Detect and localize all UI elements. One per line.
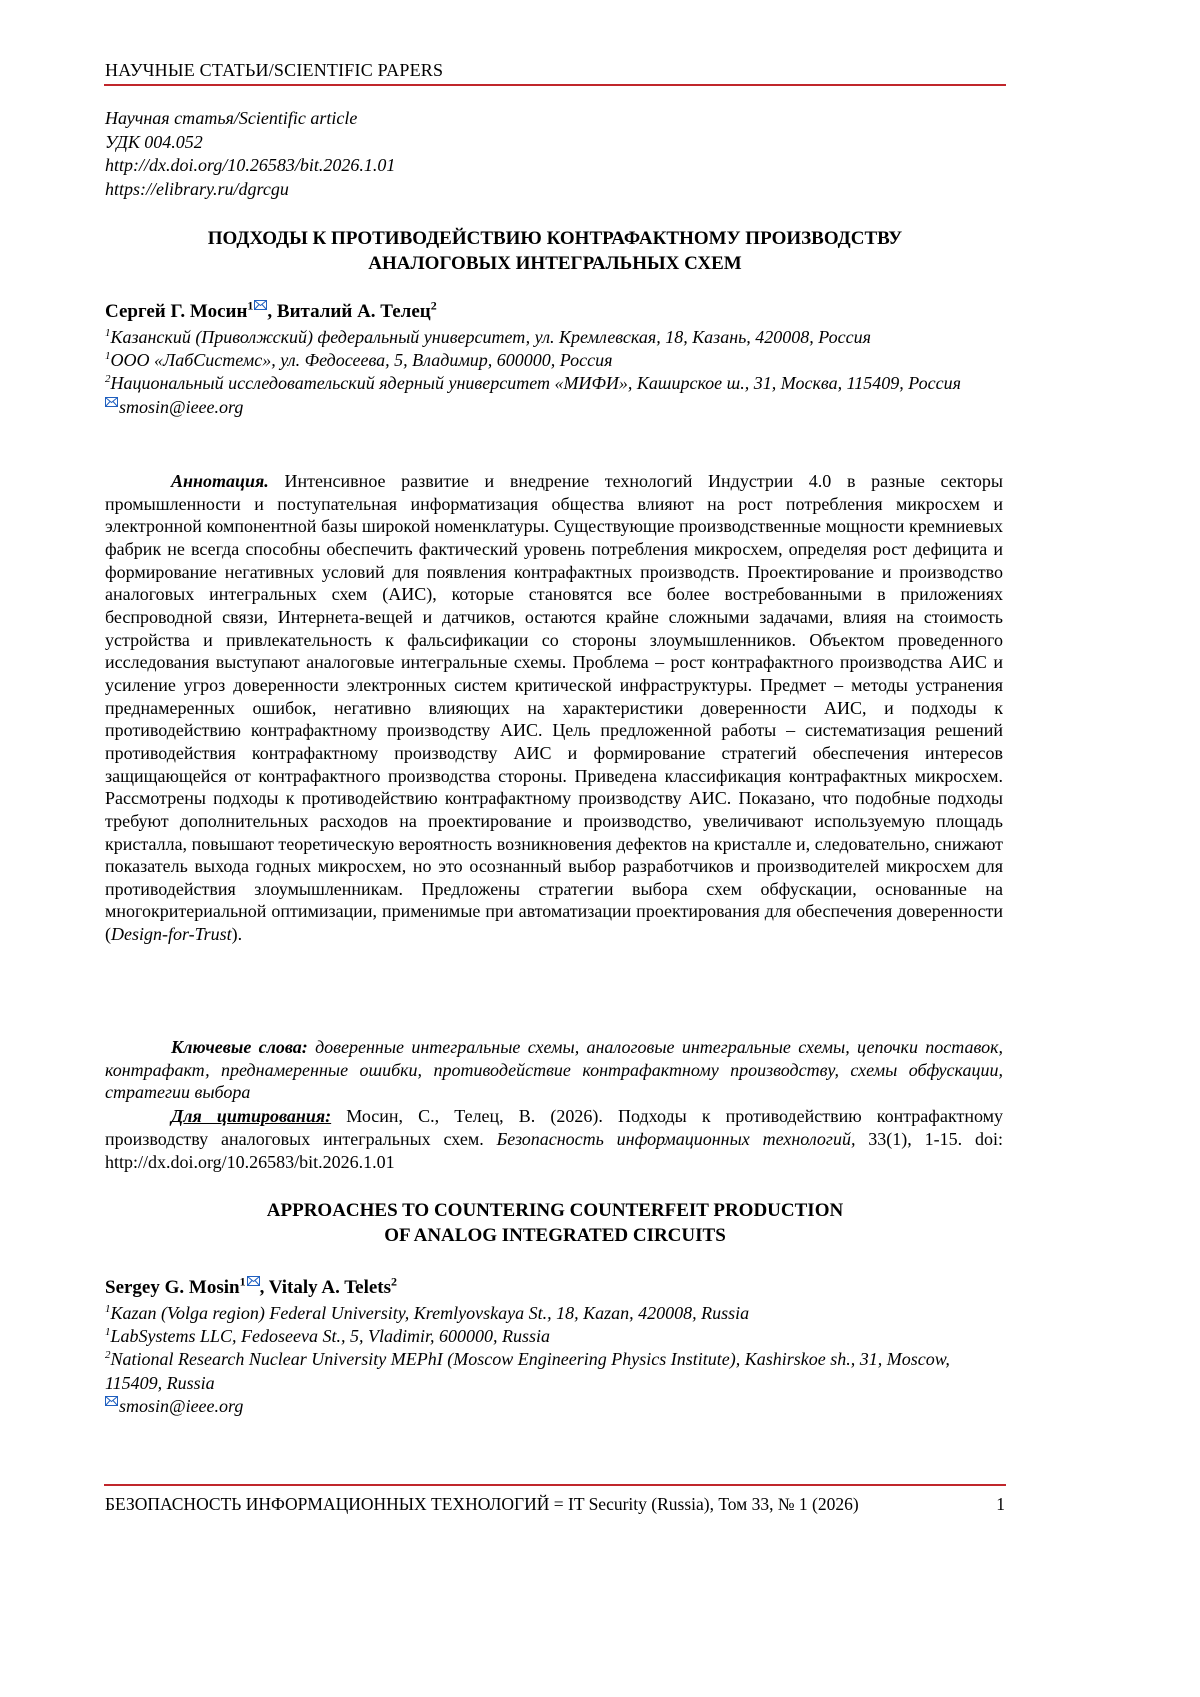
author-2-sup: 2: [391, 1274, 398, 1289]
mail-icon: [105, 1396, 118, 1406]
title-en-line-1: APPROACHES TO COUNTERING COUNTERFEIT PRODUCTION: [266, 1200, 844, 1221]
affiliation-1: [105, 1302, 1005, 1325]
footer-rule: [104, 1484, 1006, 1486]
article-type: Научная статья/Scientific article: [105, 108, 358, 128]
affiliation-text: Казанский (Приволжский) федеральный университет, ул. Кремлевская, 18, Казань, 420008, Россия: [110, 327, 871, 347]
keywords-text: доверенные интегральные схемы, аналоговые интегральные схемы, цепочки поставок, контрафакт, преднамеренные ошибки, противодействие контрафактному производству, схемы обфускации, стратегии выбора: [105, 1037, 1003, 1102]
affiliation-sup: 1: [105, 350, 111, 363]
affiliation-sup: 2: [105, 1349, 111, 1362]
author-1-name: Сергей Г. Мосин: [105, 301, 248, 322]
email-line: [105, 1395, 1005, 1418]
affiliation-sup: 1: [105, 327, 111, 339]
title-ru-line-2: АНАЛОГОВЫХ ИНТЕГРАЛЬНЫХ СХЕМ: [368, 253, 742, 274]
keywords-ru: [105, 1036, 1003, 1104]
affiliations-en: [105, 1302, 1005, 1418]
citation-text-2: 33(1), 1-15. doi: http://dx.doi.org/10.26583/bit.2026.1.01: [105, 1129, 1003, 1172]
title-ru-line-1: ПОДХОДЫ К ПРОТИВОДЕЙСТВИЮ КОНТРАФАКТНОМУ ПРОИЗВОДСТВУ: [207, 228, 903, 249]
citation-journal: Безопасность информационных технологий,: [496, 1129, 856, 1149]
authors-en: [105, 1276, 1005, 1299]
author-2-sup: 2: [430, 298, 437, 313]
affiliation-text: Kazan (Volga region) Federal University, Kremlyovskaya St., 18, Kazan, 420008, Russia: [110, 1303, 750, 1323]
citation-ru: [105, 1105, 1003, 1174]
title-en-line-2: OF ANALOG INTEGRATED CIRCUITS: [384, 1225, 726, 1246]
doi-link[interactable]: http://dx.doi.org/10.26583/bit.2026.1.01: [105, 155, 396, 175]
affiliation-text: National Research Nuclear University MEPhI (Moscow Engineering Physics Institute), Kashirskoe sh., 31, Moscow, 115409, Russia: [105, 1349, 950, 1393]
authors-ru: [105, 300, 1005, 323]
mail-icon: [105, 397, 118, 407]
affiliation-sup: 1: [105, 1326, 111, 1339]
affiliation-text: LabSystems LLC, Fedoseeva St., 5, Vladimir, 600000, Russia: [110, 1326, 550, 1347]
abstract-dft: Design-for-Trust: [111, 924, 232, 945]
abstract-lead: Аннотация.: [171, 471, 269, 491]
article-meta: [105, 107, 1005, 201]
author-1-name: Sergey G. Mosin: [105, 1277, 240, 1298]
author-separator: ,: [267, 301, 277, 322]
elibrary-link[interactable]: https://elibrary.ru/dgrcgu: [105, 178, 289, 199]
affiliation-2: [105, 1325, 1005, 1348]
mail-icon[interactable]: [254, 300, 267, 310]
author-2-name: Vitaly A. Telets: [268, 1277, 392, 1298]
footer-journal: БЕЗОПАСНОСТЬ ИНФОРМАЦИОННЫХ ТЕХНОЛОГИЙ = IT Security (Russia), Том 33, № 1 (2026): [105, 1494, 859, 1514]
citation-lead: Для цитирования:: [171, 1106, 332, 1126]
affiliation-text: ООО «ЛабСистемс», ул. Федосеева, 5, Владимир, 600000, Россия: [110, 350, 613, 371]
mail-icon[interactable]: [247, 1276, 260, 1286]
abstract-text: Интенсивное развитие и внедрение технологий Индустрии 4.0 в разные секторы промышленности и поступательная информатизация общества влияют на рост потребления микросхем и электронной компонентной базы широкой номенклатуры. Существующие производственные мощности кремниевых фабрик не всегда способны обеспечить фактический уровень потребления микросхем, определяя рост дефицита и формирование негативных условий для появления контрафактных производств. Проектирование и производство аналоговых интегральных схем (АИС), которые становятся все более востребованными в приложениях беспроводной связи, Интернета-вещей и датчиков, остаются крайне сложными задачами, влияя на стоимость устройства и привлекательность к фальсификации со стороны злоумышленников. Объектом проведенного исследования выступают аналоговые интегральные схемы. Проблема – рост контрафактного производства АИС и усиление угроз доверенности электронных систем критической инфраструктуры. Предмет – методы устранения преднамеренных ошибок, негативно влияющих на характеристики доверенности АИС, и подходы к противодействию контрафактному производству АИС. Цель предложенной работы – систематизация решений противодействия контрафактному производству АИС и формирование стратегий обеспечения интересов защищающейся от контрафактного производства стороны. Приведена классификация контрафактных микросхем. Рассмотрены подходы к противодействию контрафактному производству АИС. Показано, что подобные подходы требуют дополнительных расходов на проектирование и производство, увеличивают используемую площадь кристалла, повышают теоретическую вероятность возникновения дефектов на кристалле и, следовательно, снижают показатель выхода годных микросхем, но это осознанный выбор разработчиков и производителей микросхем для противодействия злоумышленникам. Предложены стратегии выбора схем обфускации, основанные на многокритериальной оптимизации, применимые при автоматизации проектирования для обеспечения доверенности (: [105, 471, 1003, 945]
affiliation-3: [105, 372, 1005, 395]
keywords-lead: Ключевые слова:: [171, 1037, 308, 1057]
citation-text-1: Мосин, С., Телец, В. (2026). Подходы к противодействию контрафактному производству аналоговых интегральных схем.: [105, 1106, 1004, 1149]
author-2-name: Виталий А. Телец: [276, 301, 431, 322]
title-en: [105, 1198, 1005, 1248]
affiliation-text: Национальный исследовательский ядерный университет «МИФИ», Каширское ш., 31, Москва, 115409, Россия: [110, 373, 961, 394]
author-1-sup: 1: [239, 1274, 246, 1289]
email-line: [105, 396, 1005, 419]
affiliation-2: [105, 349, 1005, 372]
udk-code: УДК 004.052: [105, 131, 203, 152]
affiliations-ru: [105, 326, 1005, 419]
author-separator: ,: [259, 1277, 269, 1298]
affiliation-1: [105, 326, 1005, 349]
affiliation-sup: 2: [105, 373, 111, 386]
affiliation-3: [105, 1348, 1005, 1394]
abstract-ru: [105, 470, 1003, 946]
section-header: НАУЧНЫЕ СТАТЬИ/SCIENTIFIC PAPERS: [105, 60, 444, 80]
page-footer: [105, 1494, 1005, 1515]
email-link[interactable]: smosin@ieee.org: [119, 396, 244, 417]
affiliation-sup: 1: [105, 1303, 111, 1315]
title-ru: [105, 226, 1005, 276]
abstract-tail: ).: [231, 924, 243, 945]
email-link[interactable]: smosin@ieee.org: [119, 1395, 244, 1416]
header-rule: [104, 84, 1006, 86]
author-1-sup: 1: [247, 298, 254, 313]
page-number: 1: [996, 1494, 1005, 1514]
